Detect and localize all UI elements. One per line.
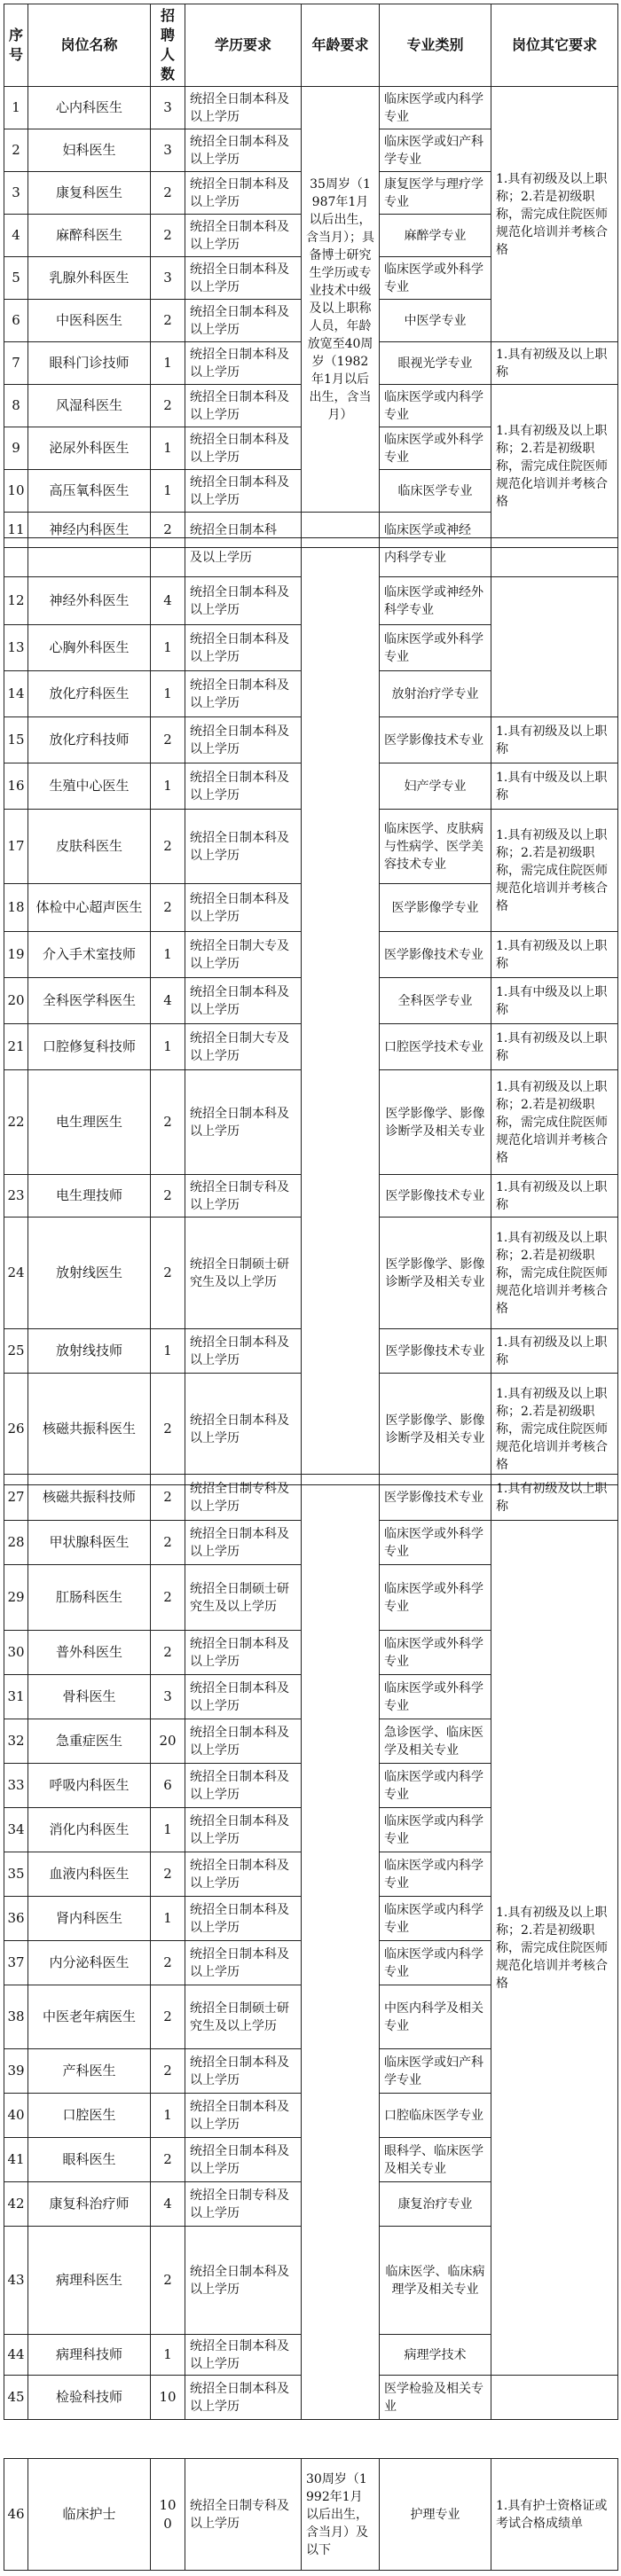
- major-req: 医学影像学、影像诊断学及相关专业: [380, 1070, 491, 1175]
- position-name: 眼科医生: [28, 2138, 151, 2182]
- major-req: 临床医学或外科学专业: [380, 257, 491, 300]
- row-index: 40: [4, 2094, 28, 2138]
- education-req: 统招全日制本科及以上学历: [185, 2138, 302, 2182]
- hire-count: 2: [151, 215, 185, 257]
- other-req: 1.具有初级及以上职称: [491, 932, 618, 978]
- major-req: 临床医学或外科学专业: [380, 1675, 491, 1719]
- education-req: 统招全日制本科及以上学历: [185, 1521, 302, 1565]
- other-req: 1.具有初级及以上职称: [491, 342, 618, 385]
- education-req: 统招全日制本科及以上学历: [185, 2049, 302, 2094]
- education-req: 统招全日制专科及以上学历: [185, 1175, 302, 1218]
- age-req: 30周岁（1992年1月以后出生，含当月）及以下: [302, 2459, 380, 2571]
- hire-count: 2: [151, 1631, 185, 1675]
- hire-count: 2: [151, 300, 185, 342]
- major-req: 临床医学或外科学专业: [380, 1565, 491, 1631]
- recruitment-table-page-3: [4, 1474, 618, 2420]
- row-index: 32: [4, 1719, 28, 1764]
- row-index: 15: [4, 717, 28, 763]
- major-req: 中医内科学及相关专业: [380, 1985, 491, 2049]
- row-index: 33: [4, 1764, 28, 1808]
- hire-count: 2: [151, 2049, 185, 2094]
- other-req: 1.具有初级及以上职称；2.若是初级职称，需完成住院医师规范化培训并考核合格: [491, 1521, 618, 2376]
- hire-count: 2: [151, 1070, 185, 1175]
- row-index: 30: [4, 1631, 28, 1675]
- row-index: 23: [4, 1175, 28, 1218]
- row-index: 44: [4, 2335, 28, 2376]
- major-req: 临床医学或妇产科学专业: [380, 2049, 491, 2094]
- hire-count: 2: [151, 513, 185, 548]
- position-name: 麻醉科医生: [28, 215, 151, 257]
- row-index: 13: [4, 625, 28, 671]
- hire-count: 2: [151, 1374, 185, 1485]
- hire-count: 2: [151, 810, 185, 884]
- position-name: 中医老年病医生: [28, 1985, 151, 2049]
- major-req: 医学影像学专业: [380, 884, 491, 932]
- hire-count: 4: [151, 978, 185, 1024]
- hire-count: 4: [151, 577, 185, 625]
- hire-count: 2: [151, 385, 185, 427]
- hire-count: 1: [151, 427, 185, 470]
- row-index: 11: [4, 513, 28, 548]
- education-req: 统招全日制本科及以上学历: [185, 978, 302, 1024]
- position-name: 神经内科医生: [28, 513, 151, 548]
- major-req: 眼视光学专业: [380, 342, 491, 385]
- education-req: 统招全日制本科及以上学历: [185, 577, 302, 625]
- hire-count: 2: [151, 1218, 185, 1329]
- row-index: 19: [4, 932, 28, 978]
- row-index: 7: [4, 342, 28, 385]
- education-req: 及以上学历: [185, 538, 302, 577]
- education-req: 统招全日制本科及以上学历: [185, 1808, 302, 1852]
- education-req: 统招全日制本科及以上学历: [185, 1719, 302, 1764]
- row-index: 26: [4, 1374, 28, 1485]
- row-index: 41: [4, 2138, 28, 2182]
- position-name: 口腔修复科技师: [28, 1024, 151, 1070]
- major-req: 临床医学或外科学专业: [380, 1631, 491, 1675]
- row-index: 31: [4, 1675, 28, 1719]
- hire-count: 3: [151, 257, 185, 300]
- row-index: 4: [4, 215, 28, 257]
- education-req: 统招全日制本科及以上学历: [185, 470, 302, 513]
- education-req: 统招全日制本科及以上学历: [185, 1852, 302, 1897]
- hire-count: 100: [151, 2459, 185, 2571]
- education-req: 统招全日制本科及以上学历: [185, 884, 302, 932]
- hire-count: 1: [151, 763, 185, 810]
- other-req: 1.具有初级及以上职称: [491, 1175, 618, 1218]
- row-index: 43: [4, 2227, 28, 2335]
- header-major: 专业类别: [380, 4, 491, 87]
- position-name: 眼科门诊技师: [28, 342, 151, 385]
- hire-count: 2: [151, 717, 185, 763]
- hire-count: 4: [151, 2182, 185, 2227]
- education-req: 统招全日制本科及以上学历: [185, 671, 302, 717]
- major-req: 临床医学或外科学专业: [380, 625, 491, 671]
- major-req: 放射治疗学专业: [380, 671, 491, 717]
- education-req: 统招全日制本科及以上学历: [185, 2335, 302, 2376]
- hire-count: 2: [151, 1565, 185, 1631]
- other-req: 1.具有初级及以上职称；2.若是初级职称，需完成住院医师规范化培训并考核合格: [491, 87, 618, 342]
- table-row: [4, 2459, 618, 2571]
- age-req: [302, 538, 380, 1485]
- table-row: [4, 1475, 618, 1521]
- education-req: 统招全日制硕士研究生及以上学历: [185, 1218, 302, 1329]
- position-name: 口腔医生: [28, 2094, 151, 2138]
- major-req: 医学检验及相关专业: [380, 2376, 491, 2420]
- position-name: 甲状腺科医生: [28, 1521, 151, 1565]
- hire-count: 2: [151, 1941, 185, 1985]
- education-req: 统招全日制本科及以上学历: [185, 2227, 302, 2335]
- other-req: 1.具有初级及以上职称: [491, 1329, 618, 1374]
- age-req: [302, 1475, 380, 2420]
- row-index: 17: [4, 810, 28, 884]
- hire-count: 1: [151, 2335, 185, 2376]
- position-name: 皮肤科医生: [28, 810, 151, 884]
- major-req: 临床医学或外科学专业: [380, 1521, 491, 1565]
- row-index: 16: [4, 763, 28, 810]
- major-req: 康复医学与理疗学专业: [380, 172, 491, 215]
- education-req: 统招全日制本科及以上学历: [185, 172, 302, 215]
- education-req: 统招全日制本科及以上学历: [185, 625, 302, 671]
- row-index: 28: [4, 1521, 28, 1565]
- hire-count: 2: [151, 2138, 185, 2182]
- header-age: 年龄要求: [302, 4, 380, 87]
- position-name: 生殖中心医生: [28, 763, 151, 810]
- education-req: 统招全日制本科及以上学历: [185, 257, 302, 300]
- education-req: 统招全日制本科及以上学历: [185, 1764, 302, 1808]
- hire-count: 3: [151, 87, 185, 129]
- position-name: 电生理技师: [28, 1175, 151, 1218]
- row-index: 9: [4, 427, 28, 470]
- education-req: 统招全日制硕士研究生及以上学历: [185, 1565, 302, 1631]
- position-name: 电生理医生: [28, 1070, 151, 1175]
- major-req: 临床医学或内科学专业: [380, 1941, 491, 1985]
- education-req: 统招全日制专科及以上学历: [185, 1475, 302, 1521]
- major-req: 医学影像技术专业: [380, 932, 491, 978]
- position-name: 肛肠科医生: [28, 1565, 151, 1631]
- hire-count: 2: [151, 884, 185, 932]
- header-other: 岗位其它要求: [491, 4, 618, 87]
- major-req: 护理专业: [380, 2459, 491, 2571]
- education-req: 统招全日制本科及以上学历: [185, 717, 302, 763]
- hire-count: 1: [151, 932, 185, 978]
- position-name: 病理科技师: [28, 2335, 151, 2376]
- position-name: 放射线医生: [28, 1218, 151, 1329]
- education-req: 统招全日制大专及以上学历: [185, 1024, 302, 1070]
- major-req: 急诊医学、临床医学及相关专业: [380, 1719, 491, 1764]
- other-req: 1.具有中级及以上职称: [491, 978, 618, 1024]
- position-name: 高压氧科医生: [28, 470, 151, 513]
- major-req: 内科学专业: [380, 538, 491, 577]
- other-req: 1.具有初级及以上职称: [491, 1024, 618, 1070]
- hire-count: 1: [151, 671, 185, 717]
- position-name: 神经外科医生: [28, 577, 151, 625]
- other-req: 1.具有初级及以上职称: [491, 717, 618, 763]
- major-req: 临床医学、皮肤病与性病学、医学美容技术专业: [380, 810, 491, 884]
- education-req: 统招全日制本科及以上学历: [185, 1631, 302, 1675]
- position-name: 体检中心超声医生: [28, 884, 151, 932]
- position-name: 病理科医生: [28, 2227, 151, 2335]
- other-req: 1.具有初级及以上职称: [491, 1475, 618, 1521]
- major-req: 临床医学或外科学专业: [380, 427, 491, 470]
- hire-count: 3: [151, 1675, 185, 1719]
- education-req: 统招全日制本科及以上学历: [185, 87, 302, 129]
- position-name: 检验科技师: [28, 2376, 151, 2420]
- position-name: 中医科医生: [28, 300, 151, 342]
- position-name: 乳腺外科医生: [28, 257, 151, 300]
- major-req: 麻醉学专业: [380, 215, 491, 257]
- major-req: 医学影像学、影像诊断学及相关专业: [380, 1374, 491, 1485]
- education-req: 统招全日制本科及以上学历: [185, 1897, 302, 1941]
- position-name: 放化疗科技师: [28, 717, 151, 763]
- other-req: 1.具有初级及以上职称；2.若是初级职称，需完成住院医师规范化培训并考核合格: [491, 1218, 618, 1329]
- row-index: 20: [4, 978, 28, 1024]
- age-req: 35周岁（1987年1月以后出生，含当月）；具备博士研究生学历或专业技术中级及以上职称人员，年龄放宽至40周岁（1982年1月以后出生，含当月）: [302, 87, 380, 513]
- hire-count: 2: [151, 1521, 185, 1565]
- education-req: 统招全日制本科及以上学历: [185, 427, 302, 470]
- education-req: 统招全日制本科及以上学历: [185, 300, 302, 342]
- header-index: 序号: [4, 4, 28, 87]
- row-index: 21: [4, 1024, 28, 1070]
- other-req: 1.具有中级及以上职称: [491, 763, 618, 810]
- position-name: 放化疗科医生: [28, 671, 151, 717]
- position-name: 核磁共振科技师: [28, 1475, 151, 1521]
- hire-count: 3: [151, 129, 185, 172]
- position-name: 康复科治疗师: [28, 2182, 151, 2227]
- position-name: 血液内科医生: [28, 1852, 151, 1897]
- education-req: 统招全日制本科及以上学历: [185, 342, 302, 385]
- position-name: 心内科医生: [28, 87, 151, 129]
- position-name: 核磁共振科医生: [28, 1374, 151, 1485]
- major-req: 口腔医学技术专业: [380, 1024, 491, 1070]
- major-req: 全科医学专业: [380, 978, 491, 1024]
- position-name: 介入手术室技师: [28, 932, 151, 978]
- position-name: 呼吸内科医生: [28, 1764, 151, 1808]
- row-index: 39: [4, 2049, 28, 2094]
- education-req: 统招全日制本科及以上学历: [185, 1675, 302, 1719]
- major-req: 妇产学专业: [380, 763, 491, 810]
- hire-count: 2: [151, 1985, 185, 2049]
- row-index: 1: [4, 87, 28, 129]
- education-req: 统招全日制本科及以上学历: [185, 1941, 302, 1985]
- position-name: 产科医生: [28, 2049, 151, 2094]
- major-req: 医学影像技术专业: [380, 1329, 491, 1374]
- hire-count: 1: [151, 1808, 185, 1852]
- other-req: 1.具有护士资格证或考试合格成绩单: [491, 2459, 618, 2571]
- table-row: [4, 87, 618, 129]
- row-index: 5: [4, 257, 28, 300]
- row-index: 10: [4, 470, 28, 513]
- hire-count: 1: [151, 470, 185, 513]
- position-name: 康复科医生: [28, 172, 151, 215]
- major-req: 病理学技术: [380, 2335, 491, 2376]
- education-req: 统招全日制专科及以上学历: [185, 2182, 302, 2227]
- row-index: 42: [4, 2182, 28, 2227]
- hire-count: 6: [151, 1764, 185, 1808]
- position-name: 肾内科医生: [28, 1897, 151, 1941]
- row-index: 29: [4, 1565, 28, 1631]
- hire-count: 2: [151, 1852, 185, 1897]
- hire-count: 1: [151, 342, 185, 385]
- major-req: 临床医学或妇产科学专业: [380, 129, 491, 172]
- recruitment-table-page-2: [4, 537, 618, 1485]
- row-index: 12: [4, 577, 28, 625]
- major-req: 康复治疗专业: [380, 2182, 491, 2227]
- header-education: 学历要求: [185, 4, 302, 87]
- row-index: 8: [4, 385, 28, 427]
- hire-count: 1: [151, 1024, 185, 1070]
- major-req: 医学影像学、影像诊断学及相关专业: [380, 1218, 491, 1329]
- row-index: 27: [4, 1475, 28, 1521]
- hire-count: 20: [151, 1719, 185, 1764]
- major-req: 临床医学或内科学专业: [380, 385, 491, 427]
- row-index: 35: [4, 1852, 28, 1897]
- row-index: 24: [4, 1218, 28, 1329]
- major-req: 临床医学或神经外科学专业: [380, 577, 491, 625]
- major-req: 医学影像技术专业: [380, 1175, 491, 1218]
- hire-count: 1: [151, 1897, 185, 1941]
- other-req: 1.具有初级及以上职称；2.若是初级职称，需完成住院医师规范化培训并考核合格: [491, 1374, 618, 1485]
- row-index: 37: [4, 1941, 28, 1985]
- other-req: 1.具有初级及以上职称；2.若是初级职称，需完成住院医师规范化培训并考核合格: [491, 385, 618, 548]
- header-position: 岗位名称: [28, 4, 151, 87]
- education-req: 统招全日制本科及以上学历: [185, 1329, 302, 1374]
- education-req: 统招全日制本科及以上学历: [185, 2376, 302, 2420]
- position-name: 心胸外科医生: [28, 625, 151, 671]
- major-req: 临床医学或内科学专业: [380, 1808, 491, 1852]
- major-req: 临床医学或内科学专业: [380, 1852, 491, 1897]
- row-index: 34: [4, 1808, 28, 1852]
- position-name: 内分泌科医生: [28, 1941, 151, 1985]
- hire-count: 1: [151, 1329, 185, 1374]
- recruitment-table-page-1: [4, 4, 618, 548]
- header-row: [4, 4, 618, 87]
- education-req: 统招全日制本科: [185, 513, 302, 548]
- position-name: 消化内科医生: [28, 1808, 151, 1852]
- position-name: 全科医学科医生: [28, 978, 151, 1024]
- education-req: 统招全日制本科及以上学历: [185, 385, 302, 427]
- row-index: 14: [4, 671, 28, 717]
- major-req: 中医学专业: [380, 300, 491, 342]
- continuation-row: [4, 538, 618, 577]
- education-req: 统招全日制专科及以上学历: [185, 2459, 302, 2571]
- education-req: 统招全日制本科及以上学历: [185, 763, 302, 810]
- position-name: 急重症医生: [28, 1719, 151, 1764]
- row-index: 6: [4, 300, 28, 342]
- row-index: 45: [4, 2376, 28, 2420]
- major-req: 临床医学或内科学专业: [380, 87, 491, 129]
- major-req: 临床医学或神经: [380, 513, 491, 548]
- recruitment-table-page-4: [4, 2458, 618, 2571]
- education-req: 统招全日制本科及以上学历: [185, 2094, 302, 2138]
- hire-count: 2: [151, 172, 185, 215]
- other-req: 1.具有初级及以上职称；2.若是初级职称，需完成住院医师规范化培训并考核合格: [491, 810, 618, 932]
- education-req: 统招全日制硕士研究生及以上学历: [185, 1985, 302, 2049]
- major-req: 医学影像技术专业: [380, 717, 491, 763]
- education-req: 统招全日制本科及以上学历: [185, 215, 302, 257]
- row-index: 2: [4, 129, 28, 172]
- education-req: 统招全日制本科及以上学历: [185, 1374, 302, 1485]
- other-req: 1.具有初级及以上职称；2.若是初级职称，需完成住院医师规范化培训并考核合格: [491, 1070, 618, 1175]
- position-name: 放射线技师: [28, 1329, 151, 1374]
- major-req: 医学影像技术专业: [380, 1475, 491, 1521]
- hire-count: 2: [151, 1175, 185, 1218]
- education-req: 统招全日制大专及以上学历: [185, 932, 302, 978]
- position-name: 风湿科医生: [28, 385, 151, 427]
- major-req: 眼科学、临床医学及相关专业: [380, 2138, 491, 2182]
- major-req: 口腔临床医学专业: [380, 2094, 491, 2138]
- major-req: 临床医学专业: [380, 470, 491, 513]
- row-index: 18: [4, 884, 28, 932]
- education-req: 统招全日制本科及以上学历: [185, 1070, 302, 1175]
- hire-count: 2: [151, 2227, 185, 2335]
- position-name: 临床护士: [28, 2459, 151, 2571]
- position-name: 泌尿外科医生: [28, 427, 151, 470]
- position-name: 妇科医生: [28, 129, 151, 172]
- hire-count: 1: [151, 625, 185, 671]
- major-req: 临床医学或内科学专业: [380, 1897, 491, 1941]
- position-name: 骨科医生: [28, 1675, 151, 1719]
- position-name: 普外科医生: [28, 1631, 151, 1675]
- education-req: 统招全日制本科及以上学历: [185, 810, 302, 884]
- row-index: 36: [4, 1897, 28, 1941]
- education-req: 统招全日制本科及以上学历: [185, 129, 302, 172]
- row-index: 22: [4, 1070, 28, 1175]
- row-index: 25: [4, 1329, 28, 1374]
- row-index: 38: [4, 1985, 28, 2049]
- header-count: 招聘人数: [151, 4, 185, 87]
- major-req: 临床医学或内科学专业: [380, 1764, 491, 1808]
- hire-count: 1: [151, 2094, 185, 2138]
- row-index: 3: [4, 172, 28, 215]
- hire-count: 10: [151, 2376, 185, 2420]
- major-req: 临床医学、临床病理学及相关专业: [380, 2227, 491, 2335]
- hire-count: 2: [151, 1475, 185, 1521]
- row-index: 46: [4, 2459, 28, 2571]
